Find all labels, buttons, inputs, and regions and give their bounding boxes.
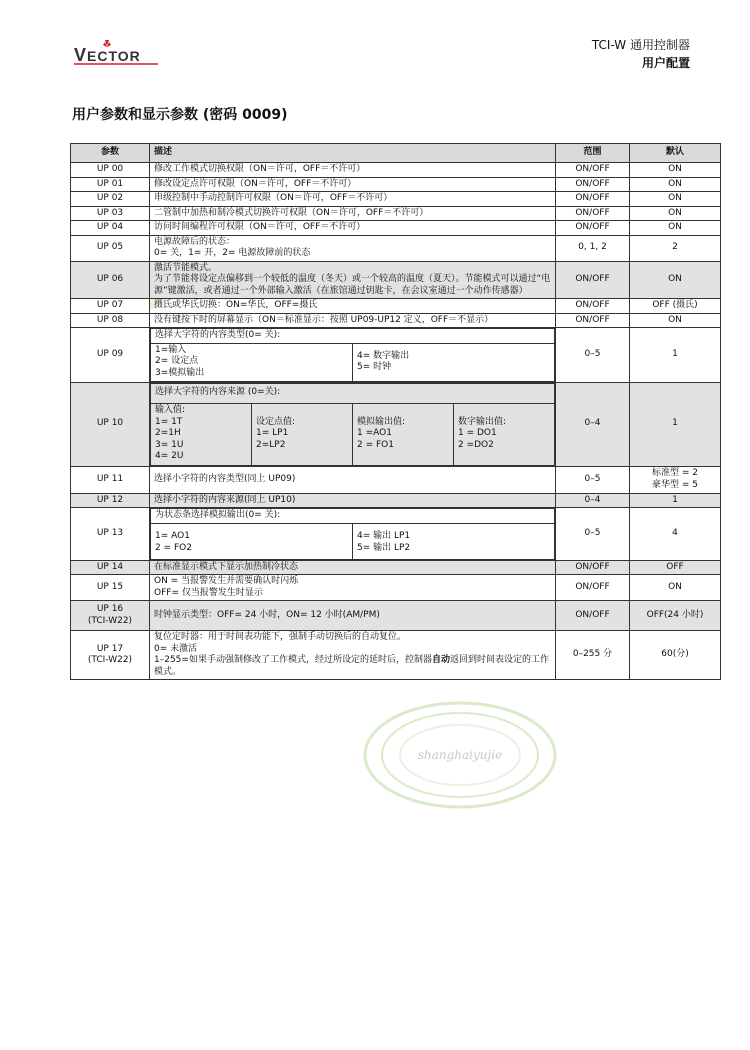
up10-title: 选择大字符的内容来源 (0=关): <box>151 383 555 403</box>
table-row <box>71 631 721 680</box>
table-row <box>71 466 721 493</box>
table-row <box>71 493 721 508</box>
row-description: 在标准显示模式下显示加热制冷状态 <box>150 560 556 575</box>
row-description <box>150 328 556 383</box>
row-description: 修改工作模式切换权限（ON＝许可，OFF＝不许可） <box>150 163 556 178</box>
row-default: 4 <box>630 508 721 561</box>
column-header-param: 参数 <box>71 144 150 163</box>
up10-setpoint-values <box>252 403 353 465</box>
row-range: ON/OFF <box>556 206 630 221</box>
table-row <box>71 328 721 383</box>
up09-title: 选择大字符的内容类型(0= 关): <box>151 329 555 344</box>
row-description <box>150 508 556 561</box>
up10-digital-values <box>454 403 555 465</box>
row-range: ON/OFF <box>556 575 630 601</box>
row-param: UP 10 <box>71 382 150 466</box>
row-param: UP 06 <box>71 261 150 299</box>
table-row <box>71 192 721 207</box>
document-title: TCI-W 通用控制器 <box>591 38 690 52</box>
row-param: UP 15 <box>71 575 150 601</box>
row-param: UP 07 <box>71 299 150 314</box>
table-row <box>71 601 721 631</box>
table-row <box>71 163 721 178</box>
table-row <box>71 313 721 328</box>
row-description: 电源故障后的状态： 0= 关，1= 开，2= 电源故障前的状态 <box>150 235 556 261</box>
svg-text:ECTOR: ECTOR <box>87 48 141 64</box>
row-param: UP 02 <box>71 192 150 207</box>
up10-input-head: 输入值: <box>155 405 186 416</box>
row-description: 选择小字符的内容来源(同上 UP10) <box>150 493 556 508</box>
row-param: UP 13 <box>71 508 150 561</box>
up10-analog-values <box>353 403 454 465</box>
row-range: ON/OFF <box>556 560 630 575</box>
row-range: 0–4 <box>556 493 630 508</box>
table-row <box>71 206 721 221</box>
row-param: UP 00 <box>71 163 150 178</box>
up17-description-tail: 返回到时间表设定的工作模式。 <box>154 655 549 677</box>
up10-analog-body: 1 =AO1 2 = FO1 <box>357 428 394 450</box>
up17-description-text: 复位定时器：用于时间表功能下，强制手动切换后的自动复位。 0= 未激活 1–255=如果手动强制修改了工作模式，经过所设定的延时后，控制器 <box>154 632 432 665</box>
row-default: ON <box>630 261 721 299</box>
up10-digital-head: 数字输出值: <box>458 416 507 427</box>
up09-options-right: 4= 数字输出 5= 时钟 <box>353 343 555 381</box>
up10-setpoint-head: 设定点值: <box>256 416 296 427</box>
table-row <box>71 221 721 236</box>
table-row <box>71 261 721 299</box>
user-parameters-table <box>70 143 721 680</box>
up09-options-table <box>150 328 555 382</box>
row-description: 选择小字符的内容类型(同上 UP09) <box>150 466 556 493</box>
row-param: UP 16 (TCI-W22) <box>71 601 150 631</box>
table-row <box>71 177 721 192</box>
row-default: ON <box>630 177 721 192</box>
table-row <box>71 560 721 575</box>
row-param: UP 03 <box>71 206 150 221</box>
row-param: UP 08 <box>71 313 150 328</box>
column-header-range: 范围 <box>556 144 630 163</box>
up13-options-left: 1= AO1 2 = FO2 <box>151 523 353 559</box>
row-range: ON/OFF <box>556 192 630 207</box>
row-description: 没有键按下时的屏幕显示（ON＝标准显示：按照 UP09-UP12 定义，OFF＝不显示） <box>150 313 556 328</box>
row-description: 激活节能模式。 为了节能将设定点偏移到一个较低的温度（冬天）或一个较高的温度（夏天）。节能模式可以通过“电源”键激活，或者通过一个外部输入激活（在旅馆通过钥匙卡，在会议室通过一个动作传感器） <box>150 261 556 299</box>
row-default: 1 <box>630 493 721 508</box>
row-default: ON <box>630 575 721 601</box>
up09-options-left: 1=输入 2= 设定点 3=模拟输出 <box>151 343 353 381</box>
up10-digital-body: 1 = DO1 2 =DO2 <box>458 428 497 450</box>
row-range: ON/OFF <box>556 163 630 178</box>
row-default: ON <box>630 163 721 178</box>
row-default: 2 <box>630 235 721 261</box>
row-range: 0–255 分 <box>556 631 630 680</box>
row-default: 60(分) <box>630 631 721 680</box>
row-default: 1 <box>630 328 721 383</box>
row-default: OFF (摄氏) <box>630 299 721 314</box>
section-title: 用户参数和显示参数 (密码 0009) <box>72 107 288 123</box>
row-range: 0–5 <box>556 466 630 493</box>
vector-logo-graphic <box>72 38 162 66</box>
watermark-stamp <box>360 695 560 815</box>
document-subtitle: 用户配置 <box>641 56 690 70</box>
table-row <box>71 382 721 466</box>
svg-text:V: V <box>74 45 87 65</box>
row-param: UP 12 <box>71 493 150 508</box>
row-param: UP 14 <box>71 560 150 575</box>
row-range: 0–5 <box>556 328 630 383</box>
up10-input-body: 1= 1T 2=1H 3= 1U 4= 2U <box>155 416 184 462</box>
row-default: 标准型 = 2 豪华型 = 5 <box>630 466 721 493</box>
up17-bold-term: 自动 <box>431 655 450 665</box>
row-param: UP 05 <box>71 235 150 261</box>
row-param: UP 11 <box>71 466 150 493</box>
up10-input-values <box>151 403 252 465</box>
row-range: ON/OFF <box>556 261 630 299</box>
row-default: OFF(24 小时) <box>630 601 721 631</box>
row-default: OFF <box>630 560 721 575</box>
row-range: 0–4 <box>556 382 630 466</box>
row-param: UP 04 <box>71 221 150 236</box>
row-default: ON <box>630 206 721 221</box>
row-description: 访问时间编程许可权限（ON＝许可，OFF＝不许可） <box>150 221 556 236</box>
row-range: ON/OFF <box>556 601 630 631</box>
row-description <box>150 382 556 466</box>
column-header-description: 描述 <box>150 144 556 163</box>
table-row <box>71 508 721 561</box>
row-description <box>150 631 556 680</box>
row-param: UP 09 <box>71 328 150 383</box>
row-description: ON = 当报警发生并需要确认时闪烁 OFF= 仅当报警发生时显示 <box>150 575 556 601</box>
row-range: ON/OFF <box>556 299 630 314</box>
row-range: ON/OFF <box>556 177 630 192</box>
up13-title: 为状态条选择模拟输出(0= 关): <box>151 509 555 524</box>
row-range: 0, 1, 2 <box>556 235 630 261</box>
watermark-text: shanghaiyujie <box>417 748 503 762</box>
row-default: ON <box>630 221 721 236</box>
row-description: 串级控制中手动控制许可权限（ON＝许可，OFF＝不许可） <box>150 192 556 207</box>
row-default: ON <box>630 192 721 207</box>
up13-options-table <box>150 508 555 560</box>
row-description: 修改设定点许可权限（ON＝许可，OFF＝不许可） <box>150 177 556 192</box>
up13-options-right: 4= 输出 LP1 5= 输出 LP2 <box>353 523 555 559</box>
row-param: UP 01 <box>71 177 150 192</box>
table-header-row <box>71 144 721 163</box>
table-row <box>71 575 721 601</box>
row-description: 时钟显示类型：OFF= 24 小时，ON= 12 小时(AM/PM) <box>150 601 556 631</box>
table-row <box>71 235 721 261</box>
row-description: 摄氏或华氏切换：ON=华氏，OFF=摄氏 <box>150 299 556 314</box>
column-header-default: 默认 <box>630 144 721 163</box>
row-range: 0–5 <box>556 508 630 561</box>
table-row <box>71 299 721 314</box>
row-default: ON <box>630 313 721 328</box>
up10-analog-head: 模拟输出值: <box>357 416 406 427</box>
row-description: 二管制中加热和制冷模式切换许可权限（ON＝许可，OFF＝不许可） <box>150 206 556 221</box>
up10-options-table <box>150 383 555 466</box>
up10-setpoint-body: 1= LP1 2=LP2 <box>256 428 289 450</box>
vector-logo <box>72 38 162 66</box>
row-default: 1 <box>630 382 721 466</box>
row-range: ON/OFF <box>556 313 630 328</box>
row-range: ON/OFF <box>556 221 630 236</box>
row-param: UP 17 (TCI-W22) <box>71 631 150 680</box>
document-header <box>592 36 690 72</box>
